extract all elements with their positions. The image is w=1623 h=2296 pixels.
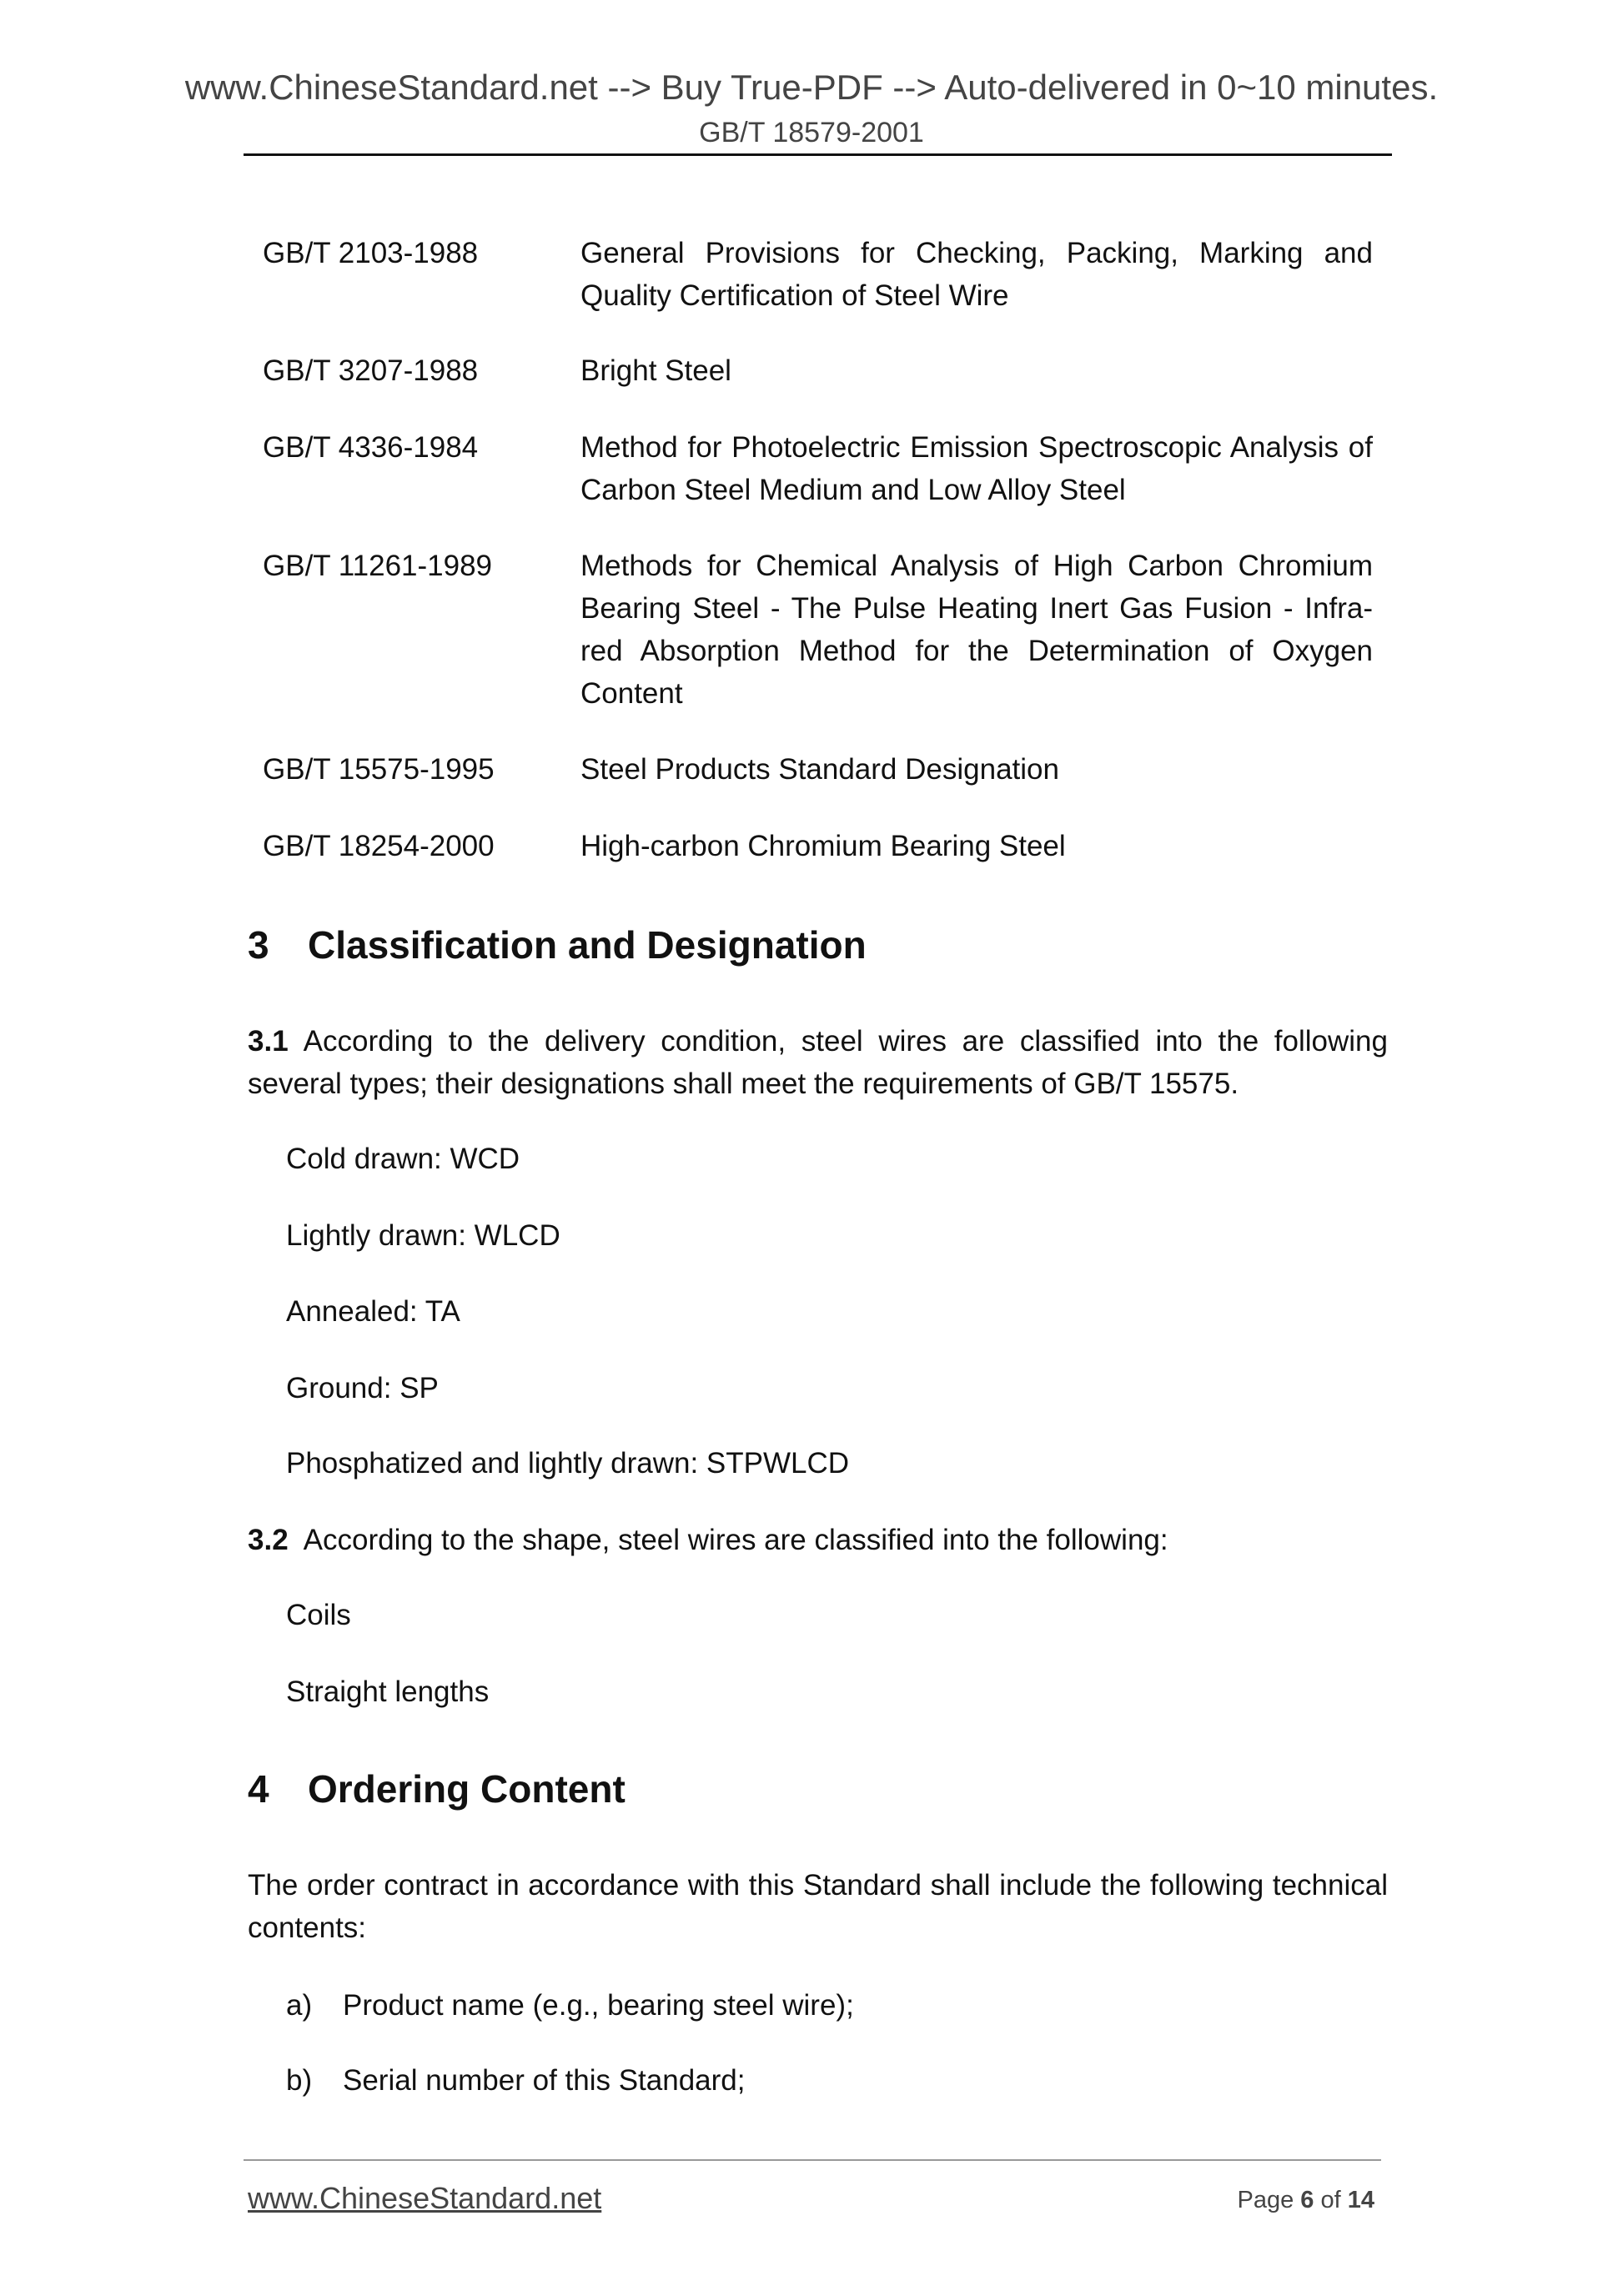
- type-item: Ground: SP: [286, 1372, 439, 1404]
- shape-item: Straight lengths: [286, 1676, 490, 1708]
- ref-title: Method for Photoelectric Emission Spectroscopic Analysis of Carbon Steel Medium and Low Alloy Steel: [580, 431, 1373, 506]
- page-of: of: [1320, 2187, 1341, 2213]
- type-item: Cold drawn: WCD: [286, 1143, 520, 1175]
- section-title: Classification and Designation: [308, 923, 867, 967]
- clause-number: 3.1: [248, 1025, 289, 1058]
- type-item: Phosphatized and lightly drawn: STPWLCD: [286, 1447, 850, 1480]
- footer-link[interactable]: www.ChineseStandard.net: [248, 2181, 602, 2215]
- ref-title: Methods for Chemical Analysis of High Carbon Chromium Bearing Steel - The Pulse Heating Inert Gas Fusion - Infra-red Absorption Method for the Determination of Oxygen Content: [580, 550, 1373, 710]
- list-item: [286, 2059, 745, 2102]
- current-page: 6: [1300, 2187, 1314, 2213]
- ref-code: GB/T 11261-1989: [263, 550, 493, 582]
- section-4-intro: The order contract in accordance with this Standard shall include the following technical contents:: [248, 1869, 1388, 1944]
- list-text: Product name (e.g., bearing steel wire);: [343, 1989, 854, 2022]
- ref-code: GB/T 2103-1988: [263, 237, 479, 269]
- section-number: 3: [248, 923, 269, 967]
- section-3-heading: [248, 920, 867, 970]
- list-text: Serial number of this Standard;: [343, 2064, 746, 2097]
- page-number: [1237, 2183, 1374, 2217]
- clause-text: According to the shape, steel wires are classified into the following:: [303, 1524, 1168, 1556]
- total-pages: 14: [1347, 2187, 1374, 2213]
- type-item: Annealed: TA: [286, 1295, 460, 1328]
- ref-title: Bright Steel: [580, 354, 731, 387]
- ref-title: General Provisions for Checking, Packing, Marking and Quality Certification of Steel Wire: [580, 237, 1373, 312]
- section-number: 4: [248, 1767, 269, 1811]
- ref-code: GB/T 3207-1988: [263, 354, 479, 387]
- header-doc-id: GB/T 18579-2001: [699, 117, 924, 148]
- footer-rule: [244, 2159, 1381, 2161]
- page-label: Page: [1237, 2187, 1294, 2213]
- clause-3-1: [248, 1020, 1388, 1105]
- list-marker: b): [286, 2064, 313, 2097]
- ref-title: High-carbon Chromium Bearing Steel: [580, 830, 1066, 862]
- list-item: [286, 1984, 854, 2027]
- ref-title: Steel Products Standard Designation: [580, 753, 1059, 786]
- ref-code: GB/T 15575-1995: [263, 753, 495, 786]
- ref-code: GB/T 4336-1984: [263, 431, 479, 464]
- section-4-heading: [248, 1764, 626, 1814]
- header-rule: [244, 153, 1392, 156]
- clause-text: According to the delivery condition, steel wires are classified into the following several types; their designations shall meet the requirements of GB/T 15575.: [248, 1025, 1388, 1100]
- list-marker: a): [286, 1989, 313, 2022]
- ref-code: GB/T 18254-2000: [263, 830, 495, 862]
- clause-number: 3.2: [248, 1524, 289, 1556]
- type-item: Lightly drawn: WLCD: [286, 1219, 560, 1252]
- shape-item: Coils: [286, 1599, 351, 1631]
- header-banner: www.ChineseStandard.net --> Buy True-PDF --> Auto-delivered in 0~10 minutes.: [184, 68, 1439, 107]
- section-title: Ordering Content: [308, 1767, 626, 1811]
- clause-3-2: [248, 1519, 1388, 1561]
